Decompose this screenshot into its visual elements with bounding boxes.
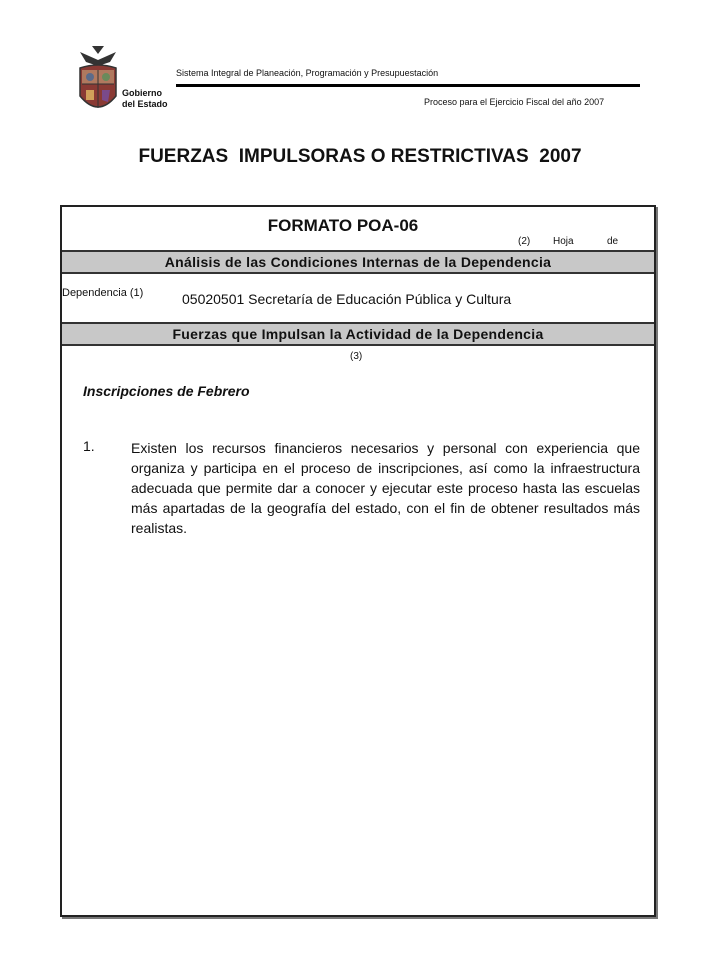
- section-subtitle: Inscripciones de Febrero: [83, 383, 250, 399]
- gobierno-line2: del Estado: [122, 99, 168, 109]
- de-label: de: [607, 236, 619, 247]
- system-name: Sistema Integral de Planeación, Programación y Presupuestación: [176, 68, 439, 78]
- document-title: FUERZAS IMPULSORAS O RESTRICTIVAS 2007: [138, 146, 582, 167]
- hoja-label: Hoja: [553, 236, 574, 247]
- form-title: FORMATO POA-06: [267, 216, 419, 235]
- fiscal-process: Proceso para el Ejercicio Fiscal del año 2007: [424, 97, 605, 107]
- government-label: [122, 88, 168, 110]
- form-frame: [60, 205, 656, 917]
- section-band-analysis: Análisis de las Condiciones Internas de la Dependencia: [62, 250, 654, 274]
- dependencia-value: 05020501 Secretaría de Educación Pública y Cultura: [182, 291, 512, 307]
- header-rule: [176, 84, 640, 87]
- list-item-number: 1.: [83, 438, 95, 454]
- section-band-forces: Fuerzas que Impulsan la Actividad de la Dependencia: [62, 322, 654, 346]
- state-coat-of-arms-icon: [72, 42, 124, 120]
- page-ref: (2): [518, 236, 531, 247]
- gobierno-line1: Gobierno: [122, 88, 162, 98]
- list-item-text: Existen los recursos financieros necesarios y personal con experiencia que organiza y participa en el proceso de inscripciones, así como la infraestructura adecuada que permite dar a conocer y ejecutar este proceso hasta las escuelas más apartadas de la geografía del estado, con el fin de obtener resultados más realistas.: [131, 440, 640, 536]
- field-ref: (3): [350, 351, 363, 362]
- dependencia-label: Dependencia (1): [62, 287, 144, 299]
